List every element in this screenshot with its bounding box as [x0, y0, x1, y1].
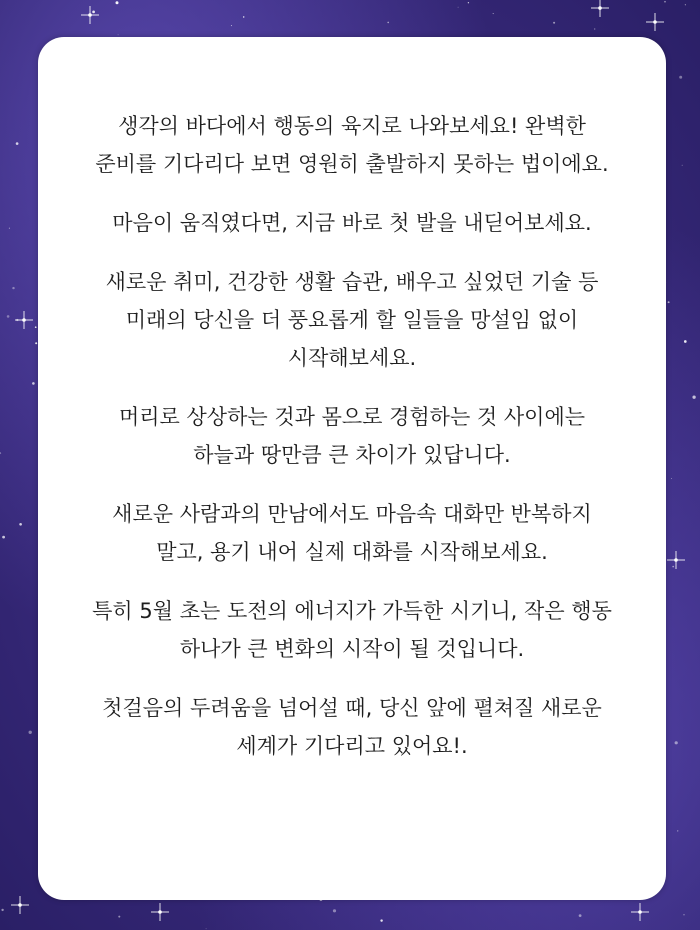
text-line: 미래의 당신을 더 풍요롭게 할 일들을 망설임 없이 — [125, 308, 579, 332]
star-dot — [683, 914, 684, 915]
star-dot — [692, 396, 695, 399]
star-dot — [29, 731, 32, 734]
star-dot — [0, 452, 1, 454]
text-line: 하늘과 땅만큼 큰 차이가 있답니다. — [193, 443, 511, 467]
star-dot — [35, 326, 37, 328]
star-dot — [594, 29, 595, 30]
star-dot — [553, 22, 555, 24]
message-body — [38, 107, 666, 786]
paragraph — [38, 495, 666, 571]
star-dot — [2, 536, 5, 539]
text-line: 머리로 상상하는 것과 몸으로 경험하는 것 사이에는 — [118, 405, 586, 429]
text-line: 하나가 큰 변화의 시작이 될 것입니다. — [179, 637, 525, 661]
star-dot — [380, 919, 382, 921]
star-dot — [458, 7, 459, 8]
star-dot — [677, 830, 678, 831]
star-dot — [664, 1, 666, 3]
paragraph — [38, 592, 666, 668]
paragraph — [38, 107, 666, 183]
sparkle-icon — [11, 896, 29, 914]
star-dot — [92, 11, 95, 14]
text-line: 마음이 움직였다면, 지금 바로 첫 발을 내딛어보세요. — [112, 211, 592, 235]
message-card — [38, 37, 666, 900]
star-dot — [231, 25, 232, 26]
star-dot — [387, 22, 389, 24]
star-dot — [1, 909, 3, 911]
star-dot — [32, 382, 35, 385]
star-dot — [35, 342, 37, 344]
star-dot — [243, 16, 244, 17]
star-dot — [7, 315, 10, 318]
sparkle-icon — [151, 903, 169, 921]
star-dot — [116, 1, 119, 4]
text-line: 준비를 기다리다 보면 영원히 출발하지 못하는 법이에요. — [95, 152, 609, 176]
star-dot — [118, 34, 119, 35]
text-line: 새로운 사람과의 만남에서도 마음속 대화만 반복하지 — [112, 502, 592, 526]
star-dot — [16, 142, 19, 145]
text-line: 시작해보세요. — [287, 346, 417, 370]
sparkle-icon — [646, 13, 664, 31]
text-line: 새로운 취미, 건강한 생활 습관, 배우고 싶었던 기술 등 — [105, 270, 599, 294]
sparkle-icon — [591, 0, 609, 17]
star-dot — [9, 228, 10, 229]
text-line: 세계가 기다리고 있어요!. — [236, 734, 468, 758]
star-dot — [118, 916, 120, 918]
paragraph — [38, 204, 666, 242]
star-dot — [579, 914, 582, 917]
star-dot — [468, 2, 469, 3]
star-dot — [684, 340, 687, 343]
sparkle-icon — [631, 903, 649, 921]
paragraph — [38, 398, 666, 474]
star-dot — [12, 287, 14, 289]
star-dot — [671, 478, 672, 479]
paragraph — [38, 689, 666, 765]
star-dot — [333, 909, 336, 912]
sparkle-icon — [15, 311, 33, 329]
text-line: 생각의 바다에서 행동의 육지로 나와보세요! 완벽한 — [118, 114, 586, 138]
text-line: 말고, 용기 내어 실제 대화를 시작해보세요. — [156, 540, 548, 564]
star-dot — [19, 523, 22, 526]
text-line: 특히 5월 초는 도전의 에너지가 가득한 시기니, 작은 행동 — [92, 599, 612, 623]
star-dot — [679, 76, 682, 79]
text-line: 첫걸음의 두려움을 넘어설 때, 당신 앞에 펼쳐질 새로운 — [102, 696, 602, 720]
star-dot — [675, 741, 678, 744]
star-dot — [685, 4, 686, 5]
sparkle-icon — [81, 6, 99, 24]
star-dot — [668, 301, 670, 303]
star-dot — [672, 566, 674, 568]
star-dot — [493, 13, 494, 14]
star-dot — [682, 165, 683, 166]
sparkle-icon — [667, 551, 685, 569]
star-dot — [206, 928, 207, 929]
paragraph — [38, 263, 666, 377]
